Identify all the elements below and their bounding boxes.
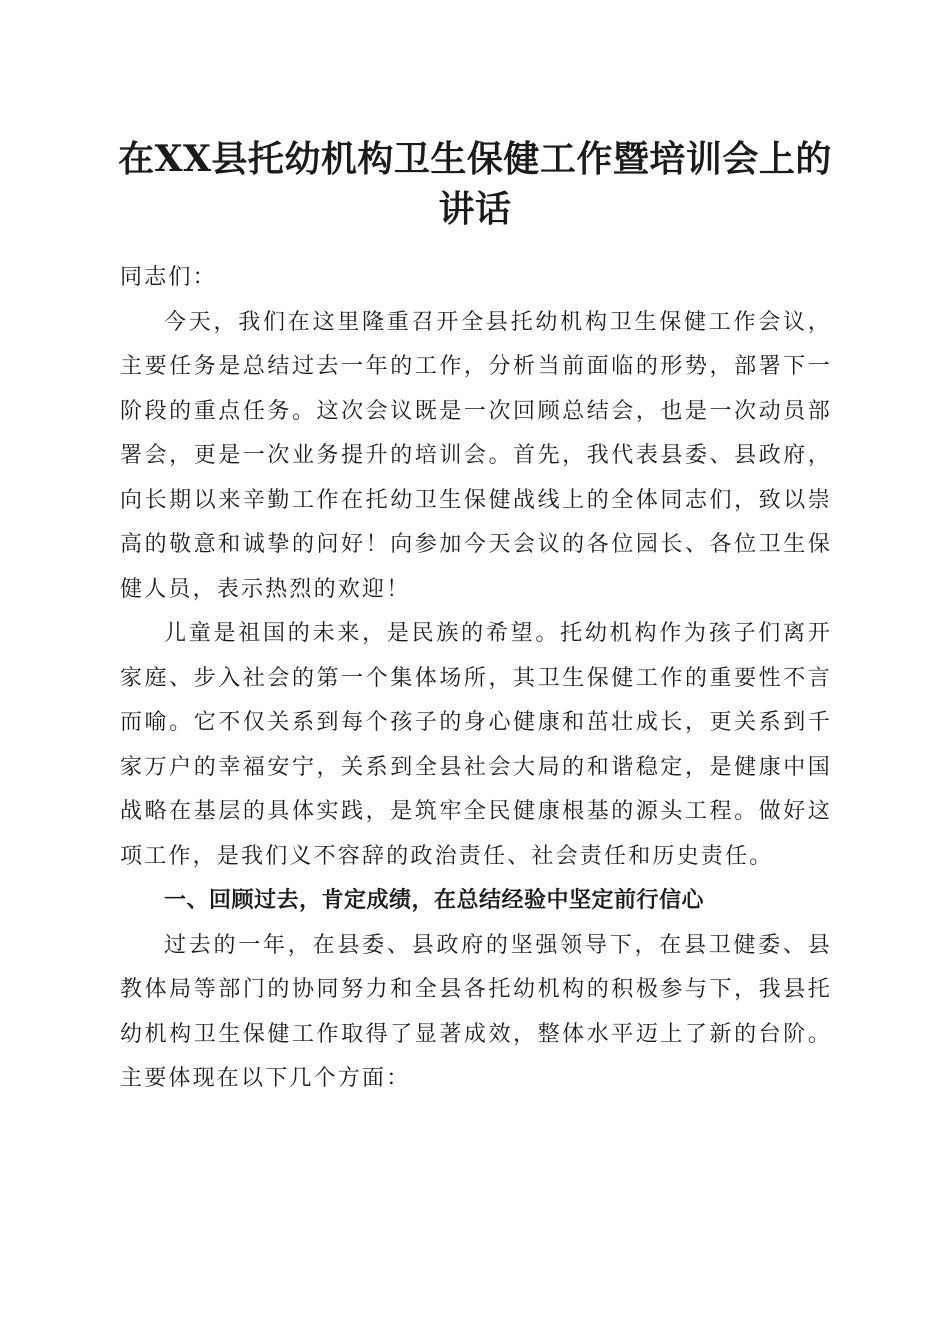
document-body — [120, 256, 832, 1102]
salutation: 同志们： — [120, 265, 217, 290]
document-title: 在XX县托幼机构卫生保健工作暨培训会上的讲话 — [118, 138, 832, 230]
section-heading: 一、回顾过去，肯定成绩，在总结经验中坚定前行信心 — [164, 888, 705, 913]
paragraph-opening: 今天，我们在这里隆重召开全县托幼机构卫生保健工作会议，主要任务是总结过去一年的工作，分析当前面临的形势，部署下一阶段的重点任务。这次会议既是一次回顾总结会，也是一次动员部署会，更是一次业务提升的培训会。首先，我代表县委、县政府，向长期以来辛勤工作在托幼卫生保健战线上的全体同志们，致以崇高的敬意和诚挚的问好！向参加今天会议的各位园长、各位卫生保健人员，表示热烈的欢迎！ — [120, 309, 832, 602]
paragraph-review: 过去的一年，在县委、县政府的坚强领导下，在县卫健委、县教体局等部门的协同努力和全县各托幼机构的积极参与下，我县托幼机构卫生保健工作取得了显著成效，整体水平迈上了新的台阶。主要体现在以下几个方面： — [120, 932, 832, 1091]
paragraph-importance: 儿童是祖国的未来，是民族的希望。托幼机构作为孩子们离开家庭、步入社会的第一个集体场所，其卫生保健工作的重要性不言而喻。它不仅关系到每个孩子的身心健康和茁壮成长，更关系到千家万户的幸福安宁，关系到全县社会大局的和谐稳定，是健康中国战略在基层的具体实践，是筑牢全民健康根基的源头工程。做好这项工作，是我们义不容辞的政治责任、社会责任和历史责任。 — [120, 621, 832, 869]
